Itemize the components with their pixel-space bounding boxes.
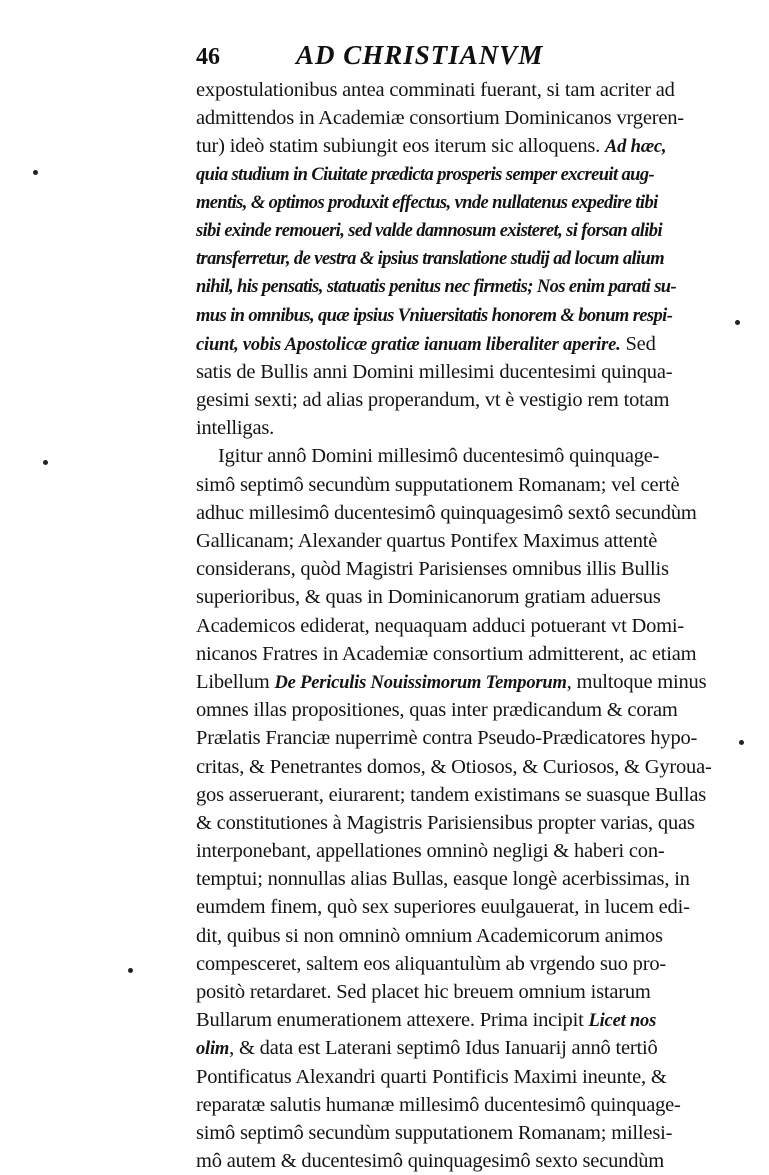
- text-line: [196, 245, 736, 273]
- line-text: temptui; nonnullas alias Bullas, easque longè acerbissimas, in: [196, 868, 690, 891]
- page-header: [196, 40, 636, 80]
- text-line: [196, 583, 736, 611]
- text-line: [196, 132, 736, 160]
- line-text: ciunt, vobis Apostolicæ gratiæ ianuam liberaliter aperire.: [196, 334, 621, 355]
- line-text: Gallicanam; Alexander quartus Pontifex Maximus attentè: [196, 530, 658, 552]
- italic-phrase: Ad hæc,: [605, 137, 667, 158]
- page-number: 46: [196, 44, 220, 70]
- text-line: [196, 1091, 736, 1119]
- text-line: [196, 161, 736, 189]
- line-text: satis de Bullis anni Domini millesimi ducentesimi quinqua-: [196, 360, 673, 383]
- line-text: & constitutiones à Magistris Parisiensibus propter varias, quas: [196, 811, 695, 834]
- line-text: Libellum: [196, 670, 270, 693]
- text-line: [196, 104, 736, 132]
- line-text: critas, & Penetrantes domos, & Otiosos, & Curiosos, & Gyroua-: [196, 755, 712, 778]
- text-line: [196, 471, 736, 499]
- text-line: [196, 442, 736, 470]
- text-line: [196, 781, 736, 809]
- line-text: interponebant, appellationes omninò negligi & haberi con-: [196, 840, 665, 863]
- text-line: [196, 189, 736, 217]
- line-text: intelligas.: [196, 417, 275, 440]
- line-text: considerans, quòd Magistri Parisienses omnibus illis Bullis: [196, 558, 669, 581]
- line-text: dit, quibus si non omninò omnium Academicorum animos: [196, 924, 663, 947]
- line-text: Igitur annô Domini millesimô ducentesimô quinquage-: [218, 445, 660, 468]
- line-text: eumdem finem, quò sex superiores euulgauerat, in lucem edi-: [196, 896, 690, 919]
- line-text: compesceret, saltem eos aliquantulùm ab vrgendo suo pro-: [196, 952, 667, 975]
- line-text: sibi exinde remoueri, sed valde damnosum existeret, si forsan alibi: [196, 220, 662, 241]
- line-text-continuation: , multoque minus: [566, 670, 707, 693]
- text-line: [196, 273, 736, 301]
- text-line: [196, 1006, 736, 1034]
- line-text: Prælatis Franciæ nuperrimè contra Pseudo-Prædicatores hypo-: [196, 727, 698, 750]
- text-line: [196, 217, 736, 245]
- text-line: [196, 753, 736, 781]
- line-text: gesimi sexti; ad alias properandum, vt è vestigio rem totam: [196, 389, 670, 412]
- text-line: [196, 1119, 736, 1147]
- line-text: adhuc millesimô ducentesimô quinquagesimô sextô secundùm: [196, 501, 697, 524]
- text-line: [196, 696, 736, 724]
- text-line: [196, 612, 736, 640]
- line-text: transferretur, de vestra & ipsius translatione studij ad locum alium: [196, 249, 665, 270]
- line-text: Pontificatus Alexandri quarti Pontificis Maximi ineunte, &: [196, 1065, 667, 1088]
- line-text: nihil, his pensatis, statuatis penitus nec firmetis; Nos enim parati su-: [196, 277, 677, 298]
- text-line: [196, 302, 736, 330]
- text-line: [196, 1147, 736, 1175]
- line-text: Bullarum enumerationem attexere. Prima incipit: [196, 1009, 584, 1032]
- text-line: [196, 978, 736, 1006]
- text-line: [196, 950, 736, 978]
- margin-speck: [739, 740, 744, 745]
- line-text: mô autem & ducentesimô quinquagesimô sexto secundùm: [196, 1150, 665, 1173]
- text-line: [196, 640, 736, 668]
- italic-phrase: De Periculis Nouissimorum Temporum: [274, 672, 567, 693]
- line-text: simô septimô secundùm supputationem Romanam; vel certè: [196, 473, 680, 496]
- running-head: AD CHRISTIANVM: [296, 40, 544, 70]
- text-line: [196, 865, 736, 893]
- line-text: positò retardaret. Sed placet hic breuem omnium istarum: [196, 981, 651, 1003]
- line-text: mentis, & optimos produxit effectus, vnde nullatenus expedire tibi: [196, 192, 658, 213]
- line-text: simô septimô secundùm supputationem Romanam; millesi-: [196, 1121, 673, 1144]
- line-text: expostulationibus antea comminati fuerant, si tam acriter ad: [196, 79, 675, 101]
- line-text: omnes illas propositiones, quas inter prædicandum & coram: [196, 699, 678, 722]
- text-line: [196, 922, 736, 950]
- line-text: mus in omnibus, quæ ipsius Vniuersitatis honorem & bonum respi-: [196, 305, 673, 326]
- text-line: [196, 499, 736, 527]
- margin-speck: [735, 320, 740, 325]
- line-text-continuation: Sed: [625, 332, 656, 355]
- text-line: [196, 668, 736, 696]
- line-text: Academicos ediderat, nequaquam adduci potuerant vt Domi-: [196, 614, 685, 637]
- text-line: [196, 76, 736, 104]
- margin-speck: [128, 968, 133, 973]
- line-text: reparatæ salutis humanæ millesimô ducentesimô quinquage-: [196, 1093, 681, 1116]
- italic-phrase: Licet nos: [588, 1011, 657, 1032]
- text-line: [196, 1034, 736, 1062]
- line-text: nicanos Fratres in Academiæ consortium admitterent, ac etiam: [196, 642, 697, 665]
- line-text: superioribus, & quas in Dominicanorum gratiam aduersus: [196, 586, 661, 609]
- text-line: [196, 527, 736, 555]
- line-text: admittendos in Academiæ consortium Dominicanos vrgeren-: [196, 107, 684, 130]
- body-text: [196, 76, 736, 1175]
- line-text: olim: [196, 1039, 230, 1060]
- text-line: [196, 414, 736, 442]
- margin-speck: [43, 460, 48, 465]
- line-text: quia studium in Ciuitate prædicta prosperis semper excreuit aug-: [196, 164, 655, 185]
- text-line: [196, 809, 736, 837]
- line-text: gos asseruerant, eiurarent; tandem existimans se suasque Bullas: [196, 783, 707, 806]
- text-line: [196, 386, 736, 414]
- text-line: [196, 358, 736, 386]
- line-text: tur) ideò statim subiungit eos iterum sic alloquens.: [196, 135, 601, 158]
- text-line: [196, 837, 736, 865]
- line-text-continuation: , & data est Laterani septimô Idus Ianuarij annô tertiô: [229, 1037, 658, 1060]
- text-line: [196, 555, 736, 583]
- text-line: [196, 330, 736, 358]
- text-line: [196, 1063, 736, 1091]
- margin-speck: [33, 170, 38, 175]
- text-line: [196, 893, 736, 921]
- text-line: [196, 724, 736, 752]
